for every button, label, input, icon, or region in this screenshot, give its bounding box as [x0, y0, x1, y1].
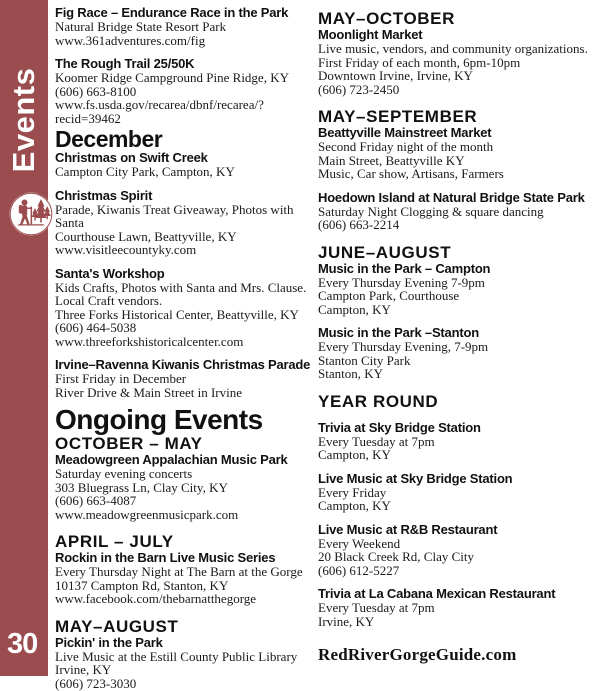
- event-detail-line: River Drive & Main Street in Irvine: [55, 384, 243, 400]
- event-detail-line: Irvine, KY: [318, 613, 375, 629]
- event-detail-line: www.visitleecountyky.com: [55, 242, 197, 257]
- page-number: 30: [7, 628, 38, 660]
- event-title: Christmas on Swift Creek: [55, 150, 208, 165]
- events-vertical-label: Events: [6, 67, 41, 173]
- event-block: [55, 57, 311, 125]
- event-detail-line: Every Weekend: [318, 535, 401, 551]
- event-detail-line: First Friday of each month, 6pm-10pm: [318, 54, 521, 70]
- event-detail-line: 20 Black Creek Rd, Clay City: [318, 549, 474, 564]
- event-block: [318, 191, 594, 232]
- right-column: [318, 0, 594, 628]
- date-range-heading: MAY–SEPTEMBER: [318, 107, 478, 126]
- sidebar: [0, 0, 48, 676]
- event-detail-line: (606) 723-2450: [318, 81, 400, 97]
- event-title: Live Music at Sky Bridge Station: [318, 470, 513, 486]
- event-block: [318, 28, 594, 96]
- event-block: [318, 523, 594, 578]
- event-detail-line: Irvine, KY: [55, 662, 112, 677]
- event-title: Trivia at Sky Bridge Station: [318, 419, 481, 435]
- event-block: [55, 151, 311, 179]
- event-title: Rockin in the Barn Live Music Series: [55, 550, 276, 565]
- event-detail-line: (606) 663-4087: [55, 493, 137, 508]
- event-detail-line: Three Forks Historical Center, Beattyville, KY: [55, 306, 299, 322]
- event-block: [55, 551, 311, 606]
- event-detail-line: Main Street, Beattyville KY: [318, 152, 465, 168]
- event-title: Beattyville Mainstreet Market: [318, 125, 492, 140]
- event-detail-line: (606) 663-8100: [55, 83, 137, 99]
- event-detail-line: www.361adventures.com/fig: [55, 32, 206, 48]
- event-detail-line: Every Thursday Evening 7-9pm: [318, 274, 485, 290]
- event-detail-line: Saturday Night Clogging & square dancing: [318, 203, 544, 219]
- event-title: Live Music at R&B Restaurant: [318, 521, 498, 537]
- event-detail-line: Second Friday night of the month: [318, 139, 494, 154]
- event-detail-line: Natural Bridge State Resort Park: [55, 19, 227, 34]
- event-title: Music in the Park – Campton: [318, 260, 491, 276]
- hiker-and-pines-icon: [9, 192, 53, 236]
- event-detail-line: Live music, vendors, and community organizations.: [318, 41, 588, 56]
- event-title: Trivia at La Cabana Mexican Restaurant: [318, 586, 556, 601]
- event-detail-line: (606) 723-3030: [55, 675, 137, 691]
- event-detail-line: Saturday evening concerts: [55, 466, 193, 481]
- event-title: Fig Race – Endurance Race in the Park: [55, 5, 289, 20]
- event-title: Irvine–Ravenna Kiwanis Christmas Parade: [55, 357, 311, 372]
- date-range-heading: APRIL – JULY: [55, 532, 174, 551]
- event-detail-line: www.fs.usda.gov/recarea/dbnf/recarea/?recid=39462: [55, 97, 264, 126]
- event-title: Moonlight Market: [318, 27, 423, 42]
- event-detail-line: (606) 612-5227: [318, 562, 400, 578]
- event-detail-line: Every Tuesday at 7pm: [318, 600, 435, 615]
- event-detail-line: Campton City Park, Campton, KY: [55, 164, 235, 179]
- event-detail-line: 10137 Campton Rd, Stanton, KY: [55, 577, 229, 593]
- event-detail-line: Stanton, KY: [318, 366, 383, 381]
- event-detail-line: Campton, KY: [318, 301, 391, 317]
- event-block: [55, 189, 311, 257]
- section-heading: December: [55, 126, 163, 152]
- event-block: [55, 636, 311, 691]
- event-detail-line: Courthouse Lawn, Beattyville, KY: [55, 228, 237, 244]
- event-detail-line: (606) 663-2214: [318, 217, 400, 232]
- event-block: [318, 326, 594, 381]
- event-detail-line: Campton, KY: [318, 447, 391, 462]
- event-block: [318, 421, 594, 462]
- event-detail-line: Campton, KY: [318, 498, 391, 513]
- event-detail-line: Every Thursday Night at The Barn at the Gorge: [55, 564, 303, 579]
- date-range-heading: JUNE–AUGUST: [318, 242, 452, 262]
- event-detail-line: Koomer Ridge Campground Pine Ridge, KY: [55, 70, 289, 85]
- date-range-heading: MAY–OCTOBER: [318, 9, 455, 28]
- event-detail-line: First Friday in December: [55, 371, 187, 386]
- event-block: [55, 453, 311, 521]
- event-block: [55, 6, 311, 47]
- event-detail-line: (606) 464-5038: [55, 320, 137, 335]
- date-range-heading: OCTOBER – MAY: [55, 434, 203, 453]
- date-range-heading: YEAR ROUND: [318, 391, 439, 411]
- event-block: [318, 262, 594, 317]
- date-range-heading: MAY–AUGUST: [55, 616, 179, 636]
- event-detail-line: Parade, Kiwanis Treat Giveaway, Photos with Santa: [55, 201, 294, 230]
- event-block: [318, 472, 594, 513]
- event-detail-line: Every Tuesday at 7pm: [318, 433, 435, 449]
- event-detail-line: Campton Park, Courthouse: [318, 288, 460, 303]
- event-block: [55, 358, 311, 399]
- event-detail-line: Every Thursday Evening, 7-9pm: [318, 339, 489, 354]
- site-footer-url: RedRiverGorgeGuide.com: [318, 645, 517, 664]
- event-detail-line: Stanton City Park: [318, 352, 411, 368]
- event-title: Music in the Park –Stanton: [318, 325, 479, 340]
- event-title: Santa's Workshop: [55, 265, 165, 281]
- event-detail-line: Kids Crafts, Photos with Santa and Mrs. Clause.: [55, 279, 307, 295]
- event-detail-line: 303 Bluegrass Ln, Clay City, KY: [55, 479, 228, 495]
- event-detail-line: www.threeforkshistoricalcenter.com: [55, 333, 244, 349]
- event-detail-line: Downtown Irvine, Irvine, KY: [318, 68, 473, 83]
- event-detail-line: Every Friday: [318, 484, 387, 500]
- event-title: Pickin' in the Park: [55, 634, 163, 650]
- event-detail-line: www.meadowgreenmusicpark.com: [55, 506, 239, 522]
- event-block: [318, 587, 594, 628]
- event-block: [55, 267, 311, 349]
- event-detail-line: Music, Car show, Artisans, Farmers: [318, 166, 504, 181]
- event-title: Christmas Spirit: [55, 187, 153, 203]
- event-detail-line: Live Music at the Estill County Public Library: [55, 648, 298, 664]
- event-detail-line: Local Craft vendors.: [55, 293, 163, 308]
- left-column: [55, 0, 311, 690]
- event-title: The Rough Trail 25/50K: [55, 56, 195, 71]
- section-heading: Ongoing Events: [55, 404, 263, 435]
- event-title: Hoedown Island at Natural Bridge State Park: [318, 189, 585, 205]
- event-detail-line: www.facebook.com/thebarnatthegorge: [55, 591, 257, 606]
- event-block: [318, 126, 594, 181]
- event-title: Meadowgreen Appalachian Music Park: [55, 452, 288, 467]
